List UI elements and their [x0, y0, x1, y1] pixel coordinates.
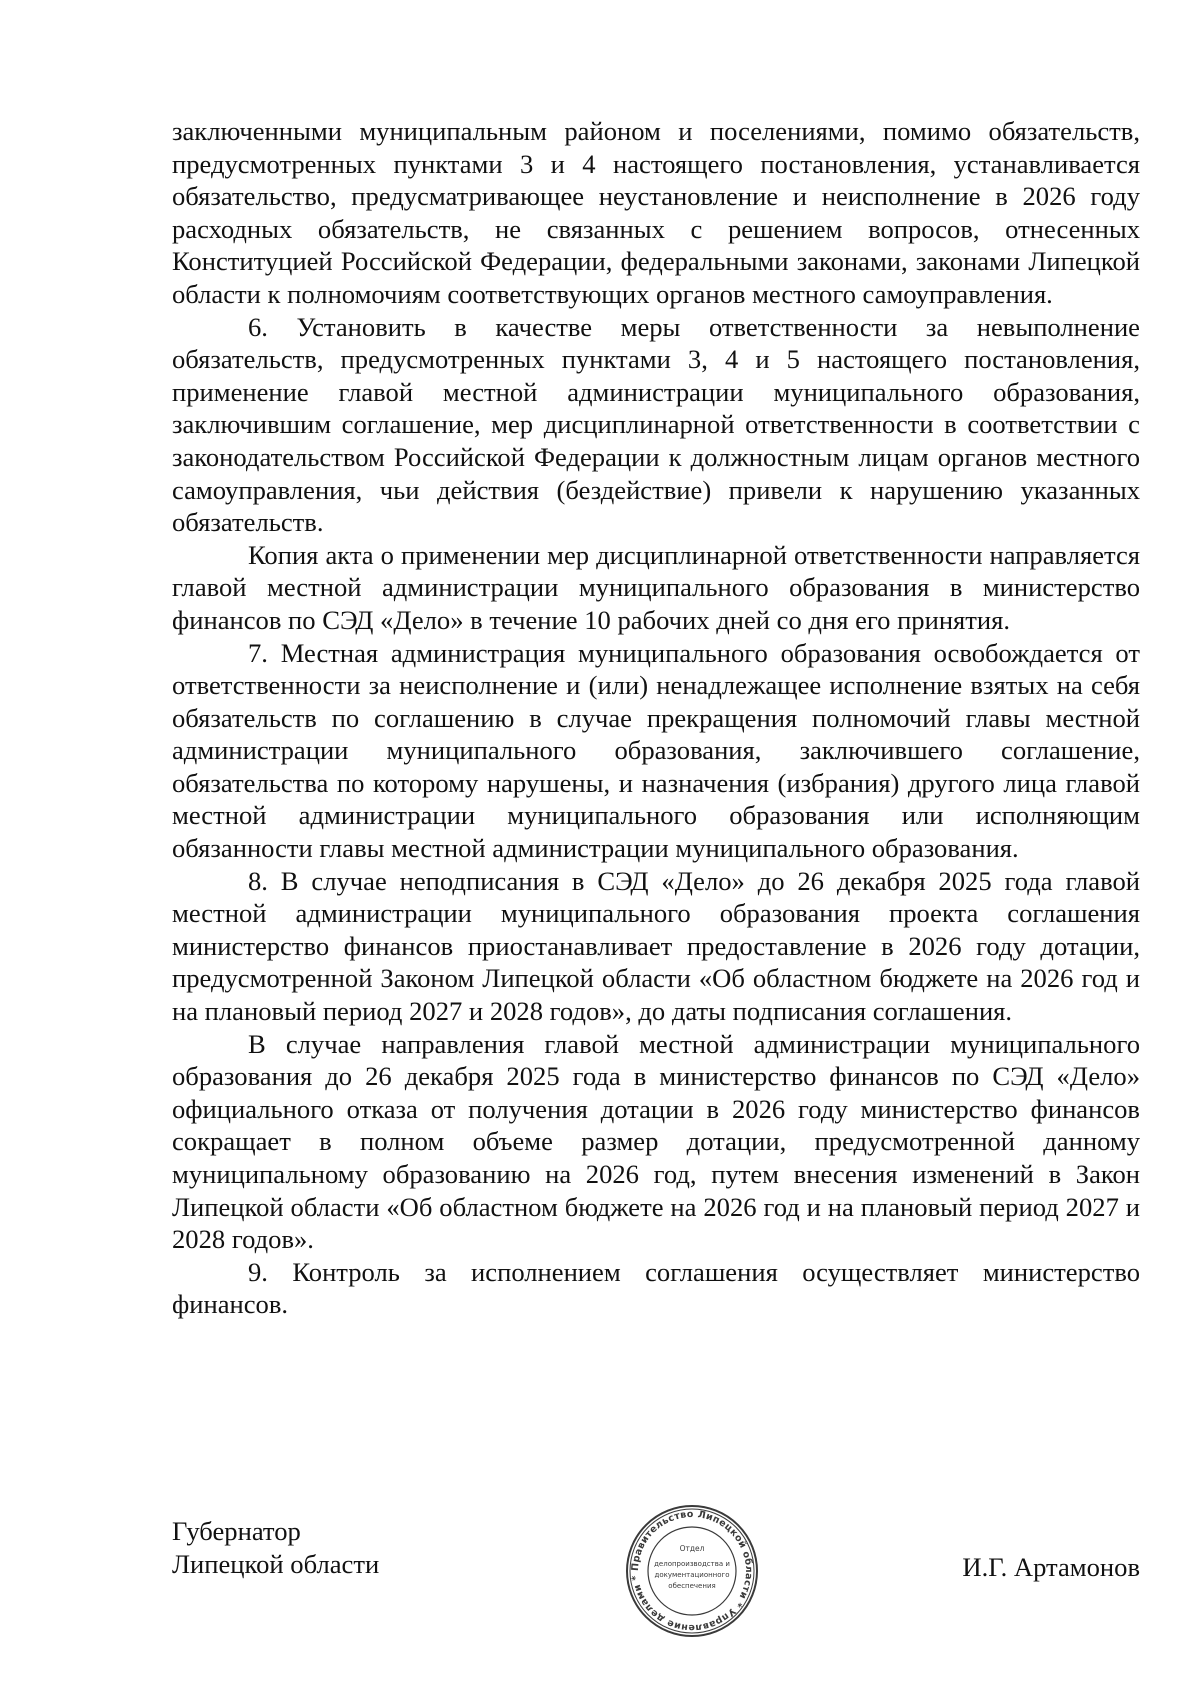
signatory-title-line-1: Губернатор — [172, 1516, 301, 1546]
signatory-title — [172, 1515, 379, 1580]
seal-inner-line-1: Отдел — [679, 1544, 705, 1553]
signature-block — [172, 1508, 1140, 1675]
paragraph-item-8: 8. В случае неподписания в СЭД «Дело» до 26 декабря 2025 года главой местной администрации муниципального образования проекта соглашения министерство финансов приостанавливает предоставление в 2026 году дотации, предусмотренной Законом Липецкой области «Об областном бюджете на 2026 год и на плановый период 2027 и 2028 годов», до даты подписания соглашения. — [172, 865, 1140, 1027]
signatory-name: И.Г. Артамонов — [962, 1552, 1140, 1582]
paragraph-item-6: 6. Установить в качестве меры ответственности за невыполнение обязательств, предусмотренных пунктами 3, 4 и 5 настоящего постановления, применение главой местной администрации муниципального образования, заключившим соглашение, мер дисциплинарной ответственности в соответствии с законодательством Российской Федерации к должностным лицам органов местного самоуправления, чьи действия (бездействие) привели к нарушению указанных обязательств. — [172, 311, 1140, 538]
document-body — [172, 115, 1140, 1321]
signatory-title-line-2: Липецкой области — [172, 1548, 380, 1579]
paragraph-refusal: В случае направления главой местной администрации муниципального образования до 26 декабря 2025 года в министерство финансов по СЭД «Дело» официального отказа от получения дотации в 2026 году министерство финансов сокращает в полном объеме размер дотации, предусмотренной данному муниципальному образованию на 2026 год, путем внесения изменений в Закон Липецкой области «Об областном бюджете на 2026 год и на плановый период 2027 и 2028 годов». — [172, 1028, 1140, 1255]
seal-outer-text: Правительство Липецкой области * Управление делами * — [629, 1508, 755, 1634]
paragraph-item-7: 7. Местная администрация муниципального образования освобождается от ответственности за неисполнение и (или) ненадлежащее исполнение взятых на себя обязательств по соглашению в случае прекращения полномочий главы местной администрации муниципального образования, заключившего соглашение, обязательства по которому нарушены, и назначения (избрания) другого лица главой местной администрации муниципального образования или исполняющим обязанности главы местной администрации муниципального образования. — [172, 637, 1140, 864]
paragraph-item-9: 9. Контроль за исполнением соглашения осуществляет министерство финансов. — [172, 1256, 1140, 1320]
seal-inner-line-2: делопроизводства и — [654, 1560, 730, 1568]
paragraph-continuation: заключенными муниципальным районом и поселениями, помимо обязательств, предусмотренных пунктами 3 и 4 настоящего постановления, устанавливается обязательство, предусматривающее неустановление и неисполнение в 2026 году расходных обязательств, не связанных с решением вопросов, отнесенных Конституцией Российской Федерации, федеральными законами, законами Липецкой области к полномочиям соответствующих органов местного самоуправления. — [172, 116, 1140, 309]
seal-inner-line-3: документационного — [654, 1571, 730, 1579]
seal-inner-line-4: обеспечения — [668, 1582, 716, 1590]
official-seal — [624, 1503, 760, 1639]
paragraph-copy-of-act: Копия акта о применении мер дисциплинарной ответственности направляется главой местной администрации муниципального образования в министерство финансов по СЭД «Дело» в течение 10 рабочих дней со дня его принятия. — [172, 539, 1140, 635]
